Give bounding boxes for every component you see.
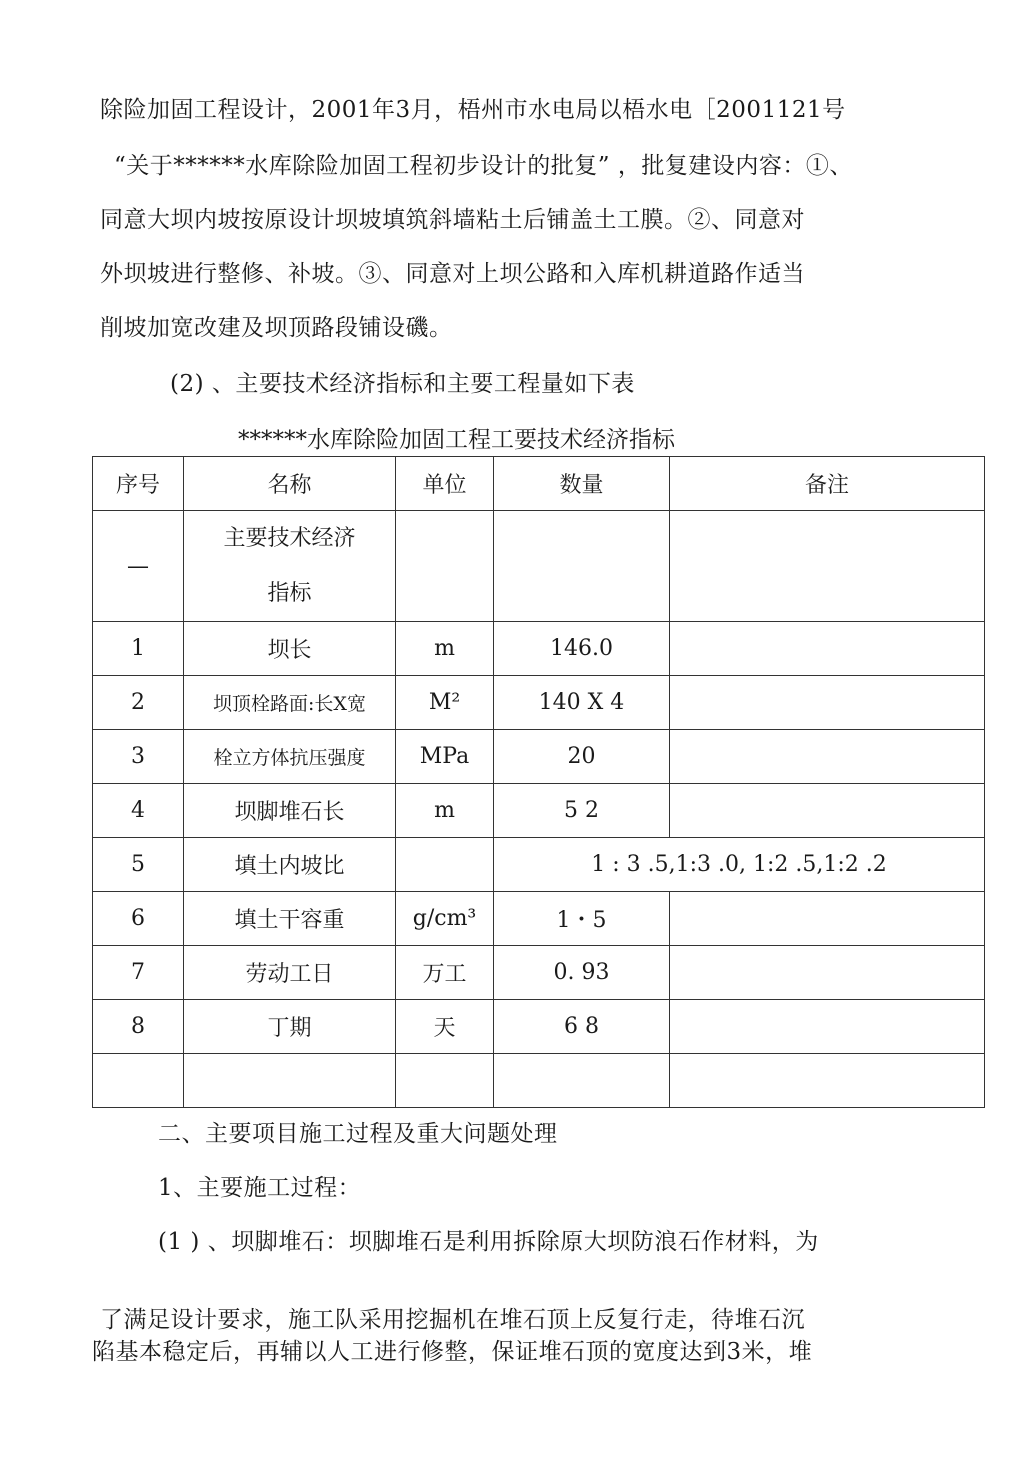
- table-intro: (2) 、主要技术经济指标和主要工程量如下表: [170, 371, 635, 397]
- intro-line-1: 除险加固工程设计，2001年3月，梧州市水电局以梧水电［2001121号: [100, 97, 846, 123]
- table-row-empty: [93, 1054, 985, 1108]
- row-name: 丁期: [184, 1000, 396, 1054]
- table-row: [93, 784, 985, 838]
- row-qty: 0. 93: [494, 946, 670, 1000]
- empty-cell: [396, 1054, 494, 1108]
- empty-cell: [93, 1054, 184, 1108]
- table-caption: ******水库除险加固工程工要技术经济指标: [238, 427, 675, 453]
- table-row: [93, 676, 985, 730]
- table-row: [93, 730, 985, 784]
- row-note: [670, 622, 985, 676]
- row-no: 2: [93, 676, 184, 730]
- row-name: 坝脚堆石长: [184, 784, 396, 838]
- row-unit: g/cm³: [396, 892, 494, 946]
- row-qty: 140 X 4: [494, 676, 670, 730]
- header-name: 名称: [184, 457, 396, 511]
- group-name-line-2: 指标: [267, 581, 312, 606]
- intro-line-5: 削坡加宽改建及坝顶路段铺设磯。: [100, 315, 453, 341]
- table-row: [93, 1000, 985, 1054]
- section-heading: 二、主要项目施工过程及重大问题处理: [158, 1121, 558, 1147]
- row-note: [670, 730, 985, 784]
- row-unit: m: [396, 784, 494, 838]
- row-no: 5: [93, 838, 184, 892]
- row-unit: M²: [396, 676, 494, 730]
- row-unit: [396, 838, 494, 892]
- intro-line-4: 外坝坡进行整修、补坡。③、同意对上坝公路和入库机耕道路作适当: [100, 261, 805, 287]
- empty-cell: [670, 1054, 985, 1108]
- table-row: [93, 946, 985, 1000]
- row-unit: MPa: [396, 730, 494, 784]
- table-row: [93, 838, 985, 892]
- row-no: 8: [93, 1000, 184, 1054]
- header-no: 序号: [93, 457, 184, 511]
- intro-line-3: 同意大坝内坡按原设计坝坡填筑斜墙粘土后铺盖土工膜。②、同意对: [100, 207, 805, 233]
- group-unit: [396, 511, 494, 622]
- row-qty-merged: 1 : 3 .5,1:3 .0, 1:2 .5,1:2 .2: [494, 838, 985, 892]
- row-no: 7: [93, 946, 184, 1000]
- row-qty: 1・5: [494, 892, 670, 946]
- table-row: [93, 892, 985, 946]
- row-name: 坝长: [184, 622, 396, 676]
- row-qty: 6 8: [494, 1000, 670, 1054]
- group-name-line-1: 主要技术经济: [223, 526, 356, 551]
- row-note: [670, 892, 985, 946]
- subheading: 1、主要施工过程：: [158, 1175, 362, 1201]
- indicator-table: [92, 456, 985, 1108]
- row-unit: 天: [396, 1000, 494, 1054]
- row-no: 1: [93, 622, 184, 676]
- header-qty: 数量: [494, 457, 670, 511]
- row-name: 填土内坡比: [184, 838, 396, 892]
- row-qty: 20: [494, 730, 670, 784]
- header-note: 备注: [670, 457, 985, 511]
- row-qty: 5 2: [494, 784, 670, 838]
- continuation-line-1: 了满足设计要求，施工队采用挖掘机在堆石顶上反复行走，待堆石沉: [100, 1307, 805, 1333]
- empty-cell: [494, 1054, 670, 1108]
- row-no: 4: [93, 784, 184, 838]
- continuation-line-2: 陷基本稳定后，再辅以人工进行修整，保证堆石顶的宽度达到3米，堆: [92, 1339, 813, 1365]
- item1-line: (1 ) 、坝脚堆石：坝脚堆石是利用拆除原大坝防浪石作材料，为: [158, 1229, 819, 1255]
- group-name: [184, 511, 396, 622]
- row-name: 栓立方体抗压强度: [184, 730, 396, 784]
- row-no: 3: [93, 730, 184, 784]
- table-row: [93, 622, 985, 676]
- row-note: [670, 1000, 985, 1054]
- row-note: [670, 676, 985, 730]
- row-note: [670, 784, 985, 838]
- group-note: [670, 511, 985, 622]
- row-qty: 146.0: [494, 622, 670, 676]
- row-name: 填土干容重: [184, 892, 396, 946]
- row-unit: m: [396, 622, 494, 676]
- row-no: 6: [93, 892, 184, 946]
- intro-line-2: “关于******水库除险加固工程初步设计的批复” ，批复建设内容：①、: [114, 153, 853, 179]
- table-group-row: [93, 511, 985, 622]
- row-unit: 万工: [396, 946, 494, 1000]
- table-header-row: [93, 457, 985, 511]
- group-no: —: [93, 511, 184, 622]
- row-note: [670, 946, 985, 1000]
- header-unit: 单位: [396, 457, 494, 511]
- empty-cell: [184, 1054, 396, 1108]
- row-name: 劳动工日: [184, 946, 396, 1000]
- group-qty: [494, 511, 670, 622]
- row-name: 坝顶栓路面:长X宽: [184, 676, 396, 730]
